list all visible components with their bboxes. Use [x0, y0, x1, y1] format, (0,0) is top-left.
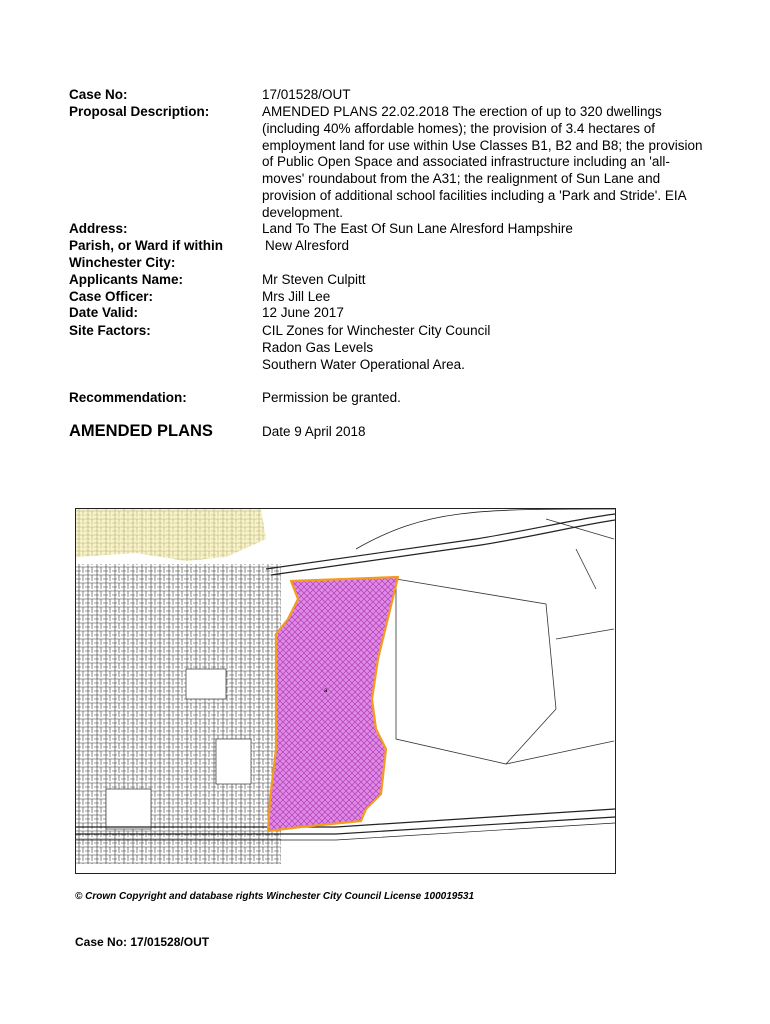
address-label: Address:	[69, 221, 128, 236]
officer-label: Case Officer:	[69, 289, 154, 304]
date-valid-label: Date Valid:	[69, 305, 139, 320]
svg-text:a: a	[324, 688, 328, 694]
proposal-label: Proposal Description:	[69, 104, 210, 119]
site-factor-item: Southern Water Operational Area.	[262, 356, 465, 372]
amended-plans-heading: AMENDED PLANS	[69, 422, 213, 440]
officer-value: Mrs Jill Lee	[262, 289, 331, 304]
case-no-label: Case No:	[69, 87, 128, 102]
applicant-value: Mr Steven Culpitt	[262, 272, 366, 287]
map-drawing	[76, 509, 615, 873]
date-valid-value: 12 June 2017	[262, 305, 344, 320]
proposal-value: AMENDED PLANS 22.02.2018 The erection of up to 320 dwellings (including 40% affordable homes); the provision of 3.4 hectares of employment land for use within Use Classes B1, B2 and B8; the provision of Public Open Space and associated infrastructure including an 'all-moves' roundabout from the A31; the realignment of Sun Lane and provision of additional school facilities including a 'Park and Stride'. EIA development.	[262, 104, 703, 220]
address-value: Land To The East Of Sun Lane Alresford Hampshire	[262, 221, 573, 236]
parish-label: Parish, or Ward if within Winchester City:	[69, 238, 224, 270]
site-factor-item: CIL Zones for Winchester City Council	[262, 323, 491, 338]
parish-value: New Alresford	[265, 238, 350, 253]
site-factor-item: Radon Gas Levels	[262, 339, 374, 355]
copyright-notice: © Crown Copyright and database rights Winchester City Council License 100019531	[75, 891, 475, 902]
recommendation-label: Recommendation:	[69, 390, 187, 405]
site-location-map	[75, 508, 616, 874]
applicant-label: Applicants Name:	[69, 272, 184, 287]
road-north	[266, 514, 615, 569]
application-site-boundary	[268, 577, 398, 831]
recommendation-value: Permission be granted.	[262, 390, 401, 405]
case-no-value: 17/01528/OUT	[262, 87, 351, 102]
amended-date: Date 9 April 2018	[262, 424, 366, 439]
site-factors-list	[262, 323, 707, 373]
site-factors-label: Site Factors:	[69, 323, 151, 338]
footer-case-no: Case No: 17/01528/OUT	[75, 935, 210, 949]
